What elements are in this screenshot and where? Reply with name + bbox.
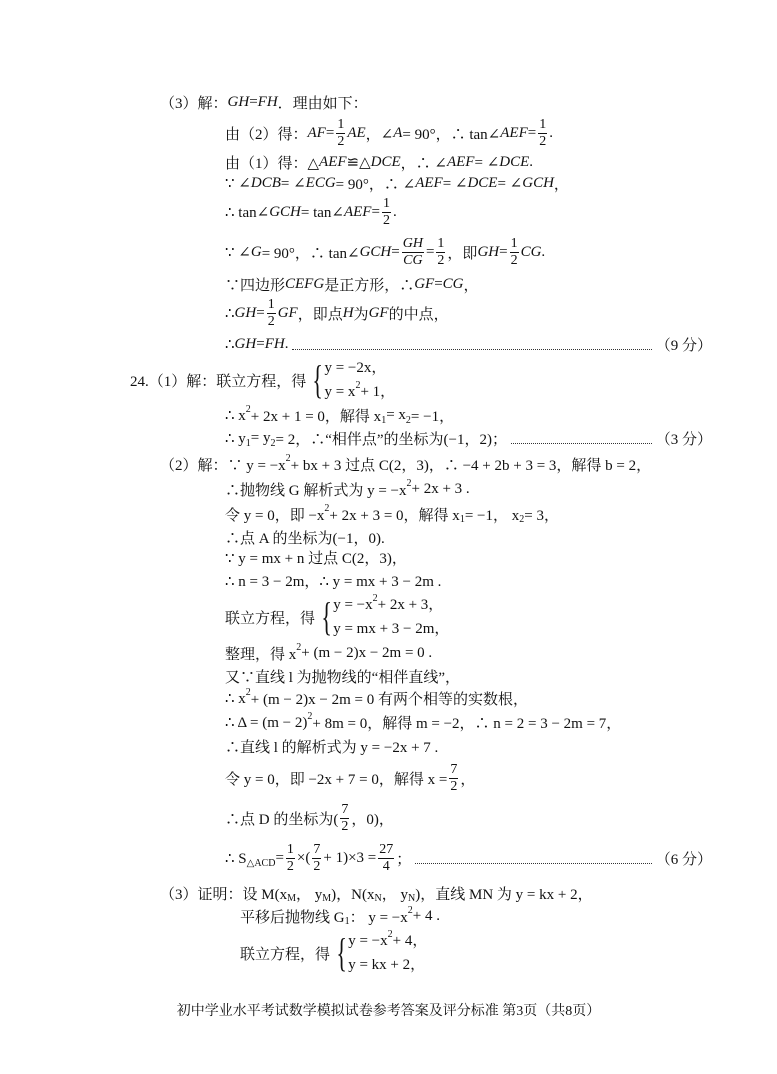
math-text: = 90°，∴ tan∠ xyxy=(261,245,360,262)
fraction-denominator: 2 xyxy=(510,252,518,268)
math-text: ∵ ∠ xyxy=(225,244,251,261)
math-text: 又∵直线 l 为抛物线的“相伴直线”， xyxy=(225,669,460,686)
math-text: = x xyxy=(386,406,406,423)
math-text: = xyxy=(256,335,265,352)
math-text: ∴ Δ = (m − 2) xyxy=(225,714,308,731)
score-label: （6 分） xyxy=(655,851,712,868)
math-text: + 4 . xyxy=(412,907,440,924)
math-text: . xyxy=(541,243,546,260)
fraction-denominator: 2 xyxy=(341,818,349,834)
math-text: （3）证明：设 M(x xyxy=(160,886,288,903)
fraction-denominator: 2 xyxy=(450,778,458,794)
math-variable: G xyxy=(250,243,262,260)
fraction-numerator: 1 xyxy=(286,841,294,857)
math-variable: FH xyxy=(257,93,278,110)
superscript: 2 xyxy=(407,904,413,916)
superscript: 2 xyxy=(324,502,330,514)
equation-rows xyxy=(324,356,395,404)
math-text: = xyxy=(527,124,537,141)
math-variable: ECG xyxy=(305,174,336,191)
math-text: ×( xyxy=(296,849,311,866)
fraction xyxy=(402,236,424,269)
equation-system xyxy=(317,593,449,641)
math-text: ； xyxy=(396,851,412,868)
math-text: . xyxy=(392,203,397,220)
equation-system xyxy=(332,929,427,977)
subscript: M xyxy=(287,892,296,904)
math-text: = ∠ xyxy=(474,154,500,171)
math-variable: A xyxy=(393,124,403,141)
fraction xyxy=(340,802,349,835)
fraction-denominator: 2 xyxy=(437,252,445,268)
math-text: ∴抛物线 G 解析式为 y = −x xyxy=(225,482,407,499)
fraction xyxy=(267,297,276,330)
equation-row xyxy=(333,593,449,617)
math-text: = tan∠ xyxy=(300,204,344,221)
math-text: + (m − 2)x − 2m = 0 . xyxy=(301,644,433,661)
math-text: )，N(x xyxy=(331,886,375,903)
math-text: ∴ n = 3 − 2m，∴ y = mx + 3 − 2m . xyxy=(225,573,442,590)
math-text: ，即点 xyxy=(297,306,343,323)
math-text: = 90°，∴ tan∠ xyxy=(402,126,501,143)
math-text: y = mx + 3 − 2m， xyxy=(333,621,450,637)
fraction-denominator: 2 xyxy=(267,313,275,329)
math-text: = xyxy=(275,849,284,866)
equation-rows xyxy=(348,929,427,977)
math-text: + 2x + 3， xyxy=(377,597,444,613)
math-text: + 2x + 3 . xyxy=(411,480,470,497)
subscript: 2 xyxy=(519,513,525,525)
subscript: 1 xyxy=(245,437,251,449)
math-text: 由（2）得： xyxy=(225,126,308,143)
fraction xyxy=(378,842,394,875)
math-text: ， y xyxy=(296,886,323,903)
math-text: 为 xyxy=(353,306,369,323)
fraction xyxy=(382,196,391,229)
fraction-numerator: 27 xyxy=(379,841,394,857)
math-text: 平移后抛物线 G xyxy=(240,909,345,926)
math-variable: GF xyxy=(414,275,435,292)
math-text: . xyxy=(529,153,534,170)
math-variable: GH xyxy=(477,243,500,260)
math-text: ∴ x xyxy=(225,407,246,424)
fraction-denominator: 2 xyxy=(539,133,547,149)
fraction-denominator: 2 xyxy=(313,858,321,874)
fraction xyxy=(436,236,445,269)
math-text: + 2x + 1 = 0，解得 x xyxy=(250,408,382,425)
math-text: ，∴ ∠ xyxy=(400,155,447,172)
equation-row xyxy=(348,953,427,977)
dotted-leader xyxy=(415,863,651,864)
math-text: （3）解： xyxy=(160,95,228,112)
math-variable: H xyxy=(342,304,354,321)
math-text: ∵四边形 xyxy=(225,277,286,294)
math-variable: DCE xyxy=(370,153,401,170)
equation-row xyxy=(333,617,449,641)
superscript: 2 xyxy=(296,641,302,653)
superscript: 2 xyxy=(245,686,251,698)
math-text: y = kx + 2， xyxy=(348,957,426,973)
math-text: = xyxy=(425,243,435,260)
subscript: 1 xyxy=(344,915,350,927)
math-variable: GH xyxy=(234,335,257,352)
math-variable: GCH xyxy=(522,174,554,191)
subscript: 1 xyxy=(459,513,465,525)
math-text: y = −x xyxy=(333,597,373,613)
equation-rows xyxy=(333,593,449,641)
fraction-numerator: 1 xyxy=(267,296,275,312)
math-text: . xyxy=(549,124,553,141)
math-variable: CEFG xyxy=(285,275,325,292)
score-label: （3 分） xyxy=(655,431,712,448)
fraction-denominator: 4 xyxy=(382,858,390,874)
math-variable: AEF xyxy=(319,153,347,170)
subscript: △ACD xyxy=(246,857,276,869)
fraction-numerator: 7 xyxy=(341,801,349,817)
subscript: N xyxy=(374,892,382,904)
math-text: ，即 xyxy=(447,245,478,262)
math-variable: FH xyxy=(264,335,285,352)
math-text: ， xyxy=(460,771,476,788)
math-text: = 2，∴“相伴点”的坐标为(−1，2)； xyxy=(275,431,507,448)
math-text: = xyxy=(434,275,443,292)
math-variable: AEF xyxy=(500,124,528,141)
math-variable: GF xyxy=(368,304,389,321)
math-text: ， y xyxy=(381,886,408,903)
score-label: （9 分） xyxy=(655,337,712,354)
fraction xyxy=(312,842,321,875)
math-text: = ∠ xyxy=(442,175,468,192)
math-text: ∵ ∠ xyxy=(225,175,251,192)
page-footer: 初中学业水平考试数学模拟试卷参考答案及评分标准 第3页（共8页） xyxy=(176,1004,601,1019)
math-text: ∴ x xyxy=(225,690,246,707)
math-text: ≌△ xyxy=(346,154,371,171)
math-text: = −1， xyxy=(410,408,455,425)
math-variable: GH xyxy=(227,93,250,110)
superscript: 2 xyxy=(285,452,291,464)
math-text: 令 y = 0，即 −x xyxy=(225,507,325,524)
math-text: . xyxy=(284,335,289,352)
math-text: ．理由如下： xyxy=(277,95,368,112)
subscript: N xyxy=(408,892,416,904)
math-text: + 8m = 0，解得 m = −2，∴ n = 2 = 3 − 2m = 7， xyxy=(312,715,622,732)
equation-row xyxy=(348,929,427,953)
math-text: = xyxy=(325,124,335,141)
math-text: )，直线 MN 为 y = kx + 2， xyxy=(415,886,593,903)
math-text: 联立方程，得 xyxy=(225,610,316,627)
superscript: 2 xyxy=(406,477,412,489)
math-text: + 1， xyxy=(360,384,396,400)
math-text: ， xyxy=(553,176,569,193)
math-text: ∴ y xyxy=(225,430,246,447)
subscript: 2 xyxy=(405,414,411,426)
math-variable: AF xyxy=(307,124,326,141)
equation-row xyxy=(324,380,395,404)
math-variable: GCH xyxy=(269,203,301,220)
math-text: = xyxy=(256,304,265,321)
math-variable: GCH xyxy=(359,243,392,260)
left-brace-icon: { xyxy=(321,594,332,639)
math-text: ∴点 D 的坐标为( xyxy=(225,811,339,828)
fraction-numerator: 1 xyxy=(539,116,547,132)
left-brace-icon: { xyxy=(312,357,324,402)
equation-system xyxy=(308,356,395,404)
math-text: = xyxy=(371,203,380,220)
math-text: 的中点， xyxy=(388,306,449,323)
math-text: ∴ S xyxy=(225,850,247,867)
fraction-denominator: 2 xyxy=(286,858,294,874)
superscript: 2 xyxy=(245,403,251,415)
dotted-leader xyxy=(511,443,652,444)
math-text: = 3， xyxy=(524,507,559,524)
math-text: + bx + 3 过点 C(2，3)，∴ −4 + 2b + 3 = 3，解得 b = 2， xyxy=(290,457,652,474)
fraction-denominator: CG xyxy=(403,252,423,268)
math-text: = ∠ xyxy=(280,175,306,192)
math-text: + 4， xyxy=(392,933,428,949)
fraction-numerator: 7 xyxy=(313,841,321,857)
math-text: = xyxy=(499,243,508,260)
subscript: M xyxy=(322,892,332,904)
fraction-denominator: 2 xyxy=(337,133,345,149)
math-variable: AEF xyxy=(446,153,475,170)
fraction xyxy=(286,842,295,875)
math-text: （2）解：∵ y = −x xyxy=(160,457,286,474)
fraction-numerator: GH xyxy=(402,235,423,251)
math-text: 整理，得 x xyxy=(225,646,297,663)
math-text: ，∠ xyxy=(365,126,394,143)
fraction xyxy=(510,236,519,269)
math-variable: DCB xyxy=(250,174,281,191)
superscript: 2 xyxy=(372,593,378,604)
subscript: 1 xyxy=(381,414,387,426)
math-variable: AEF xyxy=(343,203,372,220)
fraction xyxy=(449,762,458,795)
subscript: 2 xyxy=(270,437,276,449)
superscript: 2 xyxy=(387,929,393,940)
math-text: y = x xyxy=(324,384,356,400)
fraction-numerator: 7 xyxy=(450,761,458,777)
math-variable: DCE xyxy=(499,153,530,170)
math-text: 令 y = 0，即 −2x + 7 = 0，解得 x = xyxy=(225,771,448,788)
math-text: ，0)， xyxy=(351,811,394,828)
math-text: 24.（1）解：联立方程，得 xyxy=(130,373,307,390)
math-text: 由（1）得：△ xyxy=(225,155,320,172)
math-text: + 2x + 3 = 0，解得 x xyxy=(329,507,460,524)
math-text: ∴ xyxy=(225,305,235,322)
math-variable: CG xyxy=(442,275,464,292)
math-text: = y xyxy=(250,429,271,446)
superscript: 2 xyxy=(355,380,361,391)
math-text: ∴ tan∠ xyxy=(225,204,270,221)
math-text: + (m − 2)x − 2m = 0 有两个相等的实数根， xyxy=(250,691,528,708)
fraction-numerator: 1 xyxy=(510,235,518,251)
math-text: ， xyxy=(463,277,479,294)
math-text: = ∠ xyxy=(497,175,523,192)
math-text: ∵ y = mx + n 过点 C(2，3)， xyxy=(225,550,407,567)
math-variable: AEF xyxy=(415,174,443,191)
math-variable: DCE xyxy=(467,174,498,191)
math-text: 是正方形，∴ xyxy=(324,277,415,294)
fraction-numerator: 1 xyxy=(382,195,390,211)
math-text: ∴ xyxy=(225,336,235,353)
math-variable: AE xyxy=(347,124,366,141)
math-variable: CG xyxy=(520,243,542,260)
dotted-leader xyxy=(292,349,651,350)
math-text: = −1， x xyxy=(464,507,520,524)
left-brace-icon: { xyxy=(336,930,347,975)
math-text: = xyxy=(249,93,258,110)
fraction-numerator: 1 xyxy=(337,116,345,132)
math-variable: GH xyxy=(234,304,257,321)
math-text: ∴直线 l 的解析式为 y = −2x + 7 . xyxy=(225,739,439,756)
fraction xyxy=(336,117,345,150)
fraction-denominator: 2 xyxy=(382,212,390,228)
math-text: 联立方程，得 xyxy=(240,946,331,963)
math-text: + 1)×3 = xyxy=(323,849,377,866)
math-variable: GF xyxy=(277,304,298,321)
math-text: = xyxy=(391,243,400,260)
superscript: 2 xyxy=(307,710,313,722)
math-text: ∴点 A 的坐标为(−1，0). xyxy=(225,530,385,547)
math-text: = 90°，∴ ∠ xyxy=(335,176,416,193)
math-text: ： y = −x xyxy=(349,909,408,926)
fraction xyxy=(538,117,547,150)
math-text: y = −x xyxy=(348,933,388,949)
math-text: y = −2x， xyxy=(324,360,387,376)
fraction-numerator: 1 xyxy=(437,235,445,251)
